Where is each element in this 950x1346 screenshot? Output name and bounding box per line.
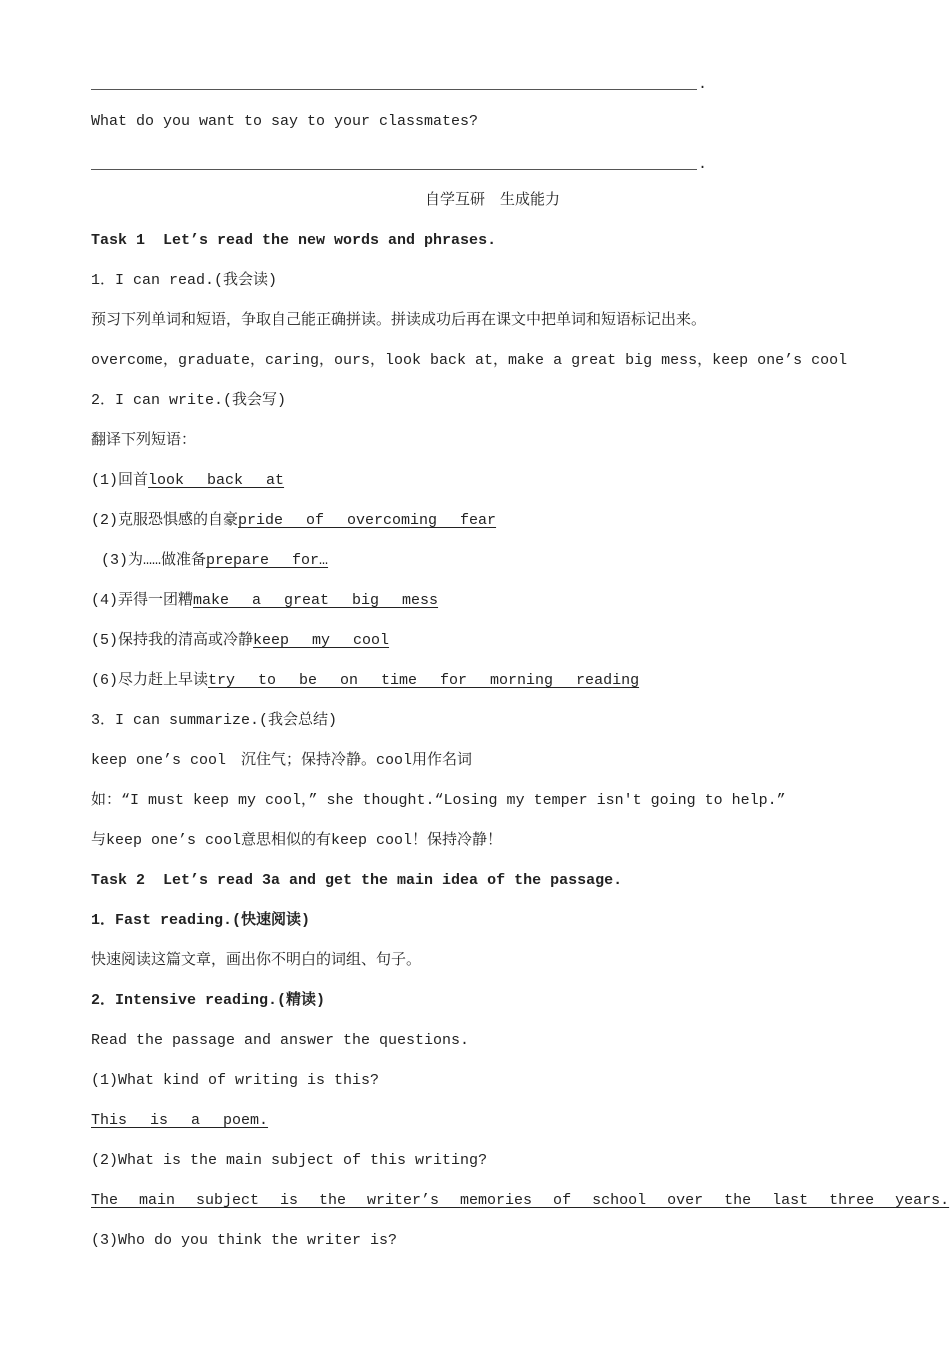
summary-example: 如：“I must keep my cool，” she thought.“Losing my temper isn't going to help.” (91, 792, 786, 809)
task1-item2-instruction: 翻译下列短语： (91, 432, 197, 449)
task2-item2-heading: 2．Intensive reading.(精读) (91, 992, 326, 1009)
phrase-row (91, 591, 438, 611)
section-title: 自学互研 生成能力 (424, 192, 560, 209)
answer-blank-line[interactable] (91, 169, 697, 170)
phrase-answer: prepare for… (206, 552, 329, 569)
task1-item2-heading: 2．I can write.(我会写) (91, 392, 287, 409)
blank-period: . (698, 76, 708, 93)
phrase-prompt: (6)尽力赶上早读 (91, 672, 209, 689)
task1-item1-instruction: 预习下列单词和短语，争取自己能正确拼读。拼读成功后再在课文中把单词和短语标记出来。 (91, 312, 707, 329)
question-1: (1)What kind of writing is this? (91, 1072, 380, 1089)
phrase-row (91, 631, 389, 651)
question-3: (3)Who do you think the writer is? (91, 1232, 398, 1249)
summary-note: 与keep one’s cool意思相似的有keep cool！保持冷静！ (91, 832, 503, 849)
phrase-prompt: (1)回首 (91, 472, 149, 489)
task2-item1-instruction: 快速阅读这篇文章，画出你不明白的词组、句子。 (91, 952, 422, 969)
phrase-prompt: (2)克服恐惧感的自豪 (91, 512, 239, 529)
phrase-answer: keep my cool (253, 632, 390, 649)
task1-title: Task 1 Let’s read the new words and phrases. (91, 232, 497, 249)
answer-2: The main subject is the writer’s memories of school over the last three years. (91, 1192, 950, 1209)
phrase-answer: look back at (148, 472, 285, 489)
phrase-prompt: (4)弄得一团糟 (91, 592, 194, 609)
blank-period: . (698, 156, 708, 173)
summary-line: keep one’s cool 沉住气；保持冷静。cool用作名词 (91, 752, 473, 769)
task1-item3-heading: 3．I can summarize.(我会总结) (91, 712, 338, 729)
phrase-answer: try to be on time for morning reading (208, 672, 640, 689)
phrase-prompt: (3)为……做准备 (101, 552, 207, 569)
phrase-prompt: (5)保持我的清高或冷静 (91, 632, 254, 649)
phrase-row (91, 471, 284, 491)
task1-item1-heading: 1．I can read.(我会读) (91, 272, 278, 289)
task2-item1-heading: 1．Fast reading.(快速阅读) (91, 912, 311, 929)
question-2: (2)What is the main subject of this writing? (91, 1152, 488, 1169)
phrase-answer: make a great big mess (193, 592, 439, 609)
phrase-answer: pride of overcoming fear (238, 512, 497, 529)
question-classmates: What do you want to say to your classmates? (91, 113, 479, 130)
answer-1: This is a poem. (91, 1112, 269, 1129)
task2-item2-instruction: Read the passage and answer the questions. (91, 1032, 470, 1049)
phrase-row (91, 511, 496, 531)
phrase-row (101, 551, 328, 571)
phrase-row (91, 671, 639, 691)
task1-word-list: overcome，graduate，caring，ours，look back at，make a great big mess，keep one’s cool (91, 352, 848, 369)
answer-blank-line[interactable] (91, 89, 697, 90)
task2-title: Task 2 Let’s read 3a and get the main idea of the passage. (91, 872, 623, 889)
